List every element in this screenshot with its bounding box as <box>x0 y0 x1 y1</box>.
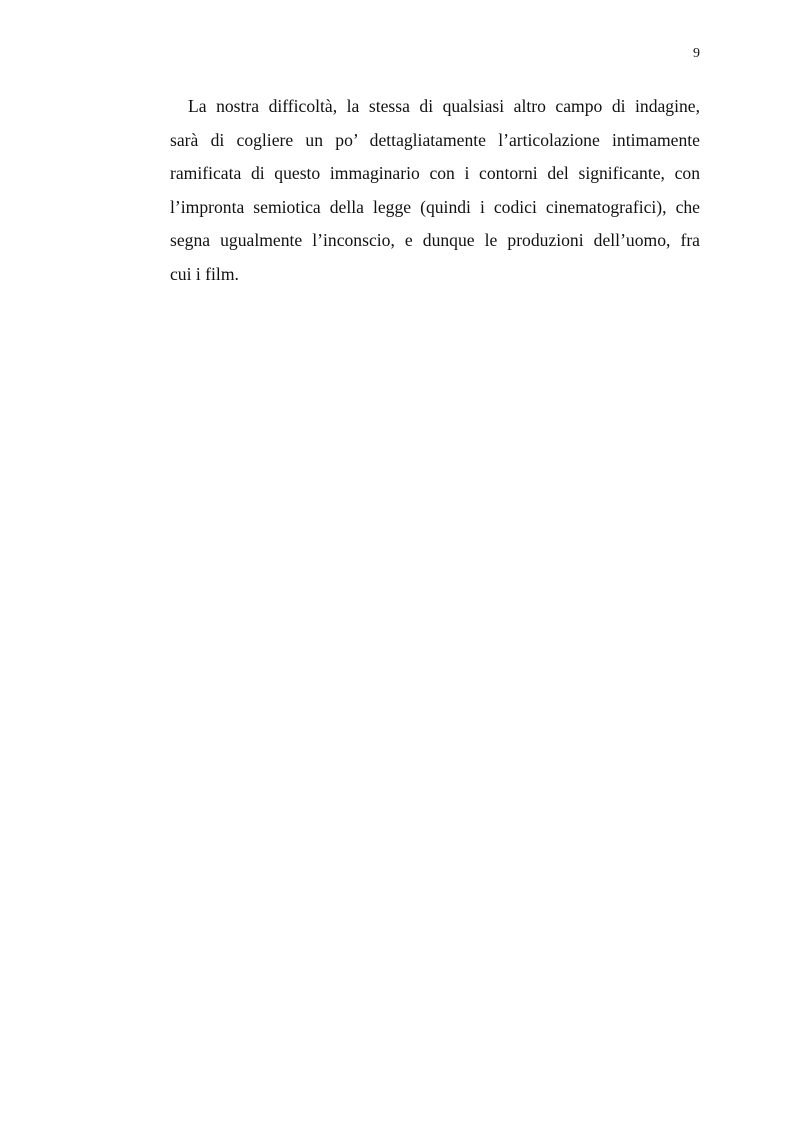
page-number: 9 <box>693 46 700 61</box>
paragraph-line: La nostra difficoltà, la stessa di qualsiasi altro campo di indagine, <box>188 96 700 116</box>
paragraph-line: sarà di cogliere un po’ dettagliatamente l’articolazione intimamente <box>170 129 700 150</box>
paragraph-line: segna ugualmente l’inconscio, e dunque le produzioni dell’uomo, fra <box>170 230 700 250</box>
paragraph-line: cui i film. <box>170 263 239 284</box>
paragraph-line: l’impronta semiotica della legge (quindi i codici cinematografici), che <box>170 196 700 217</box>
paragraph-line: ramificata di questo immaginario con i contorni del significante, con <box>170 163 700 183</box>
body-paragraph <box>170 90 700 291</box>
